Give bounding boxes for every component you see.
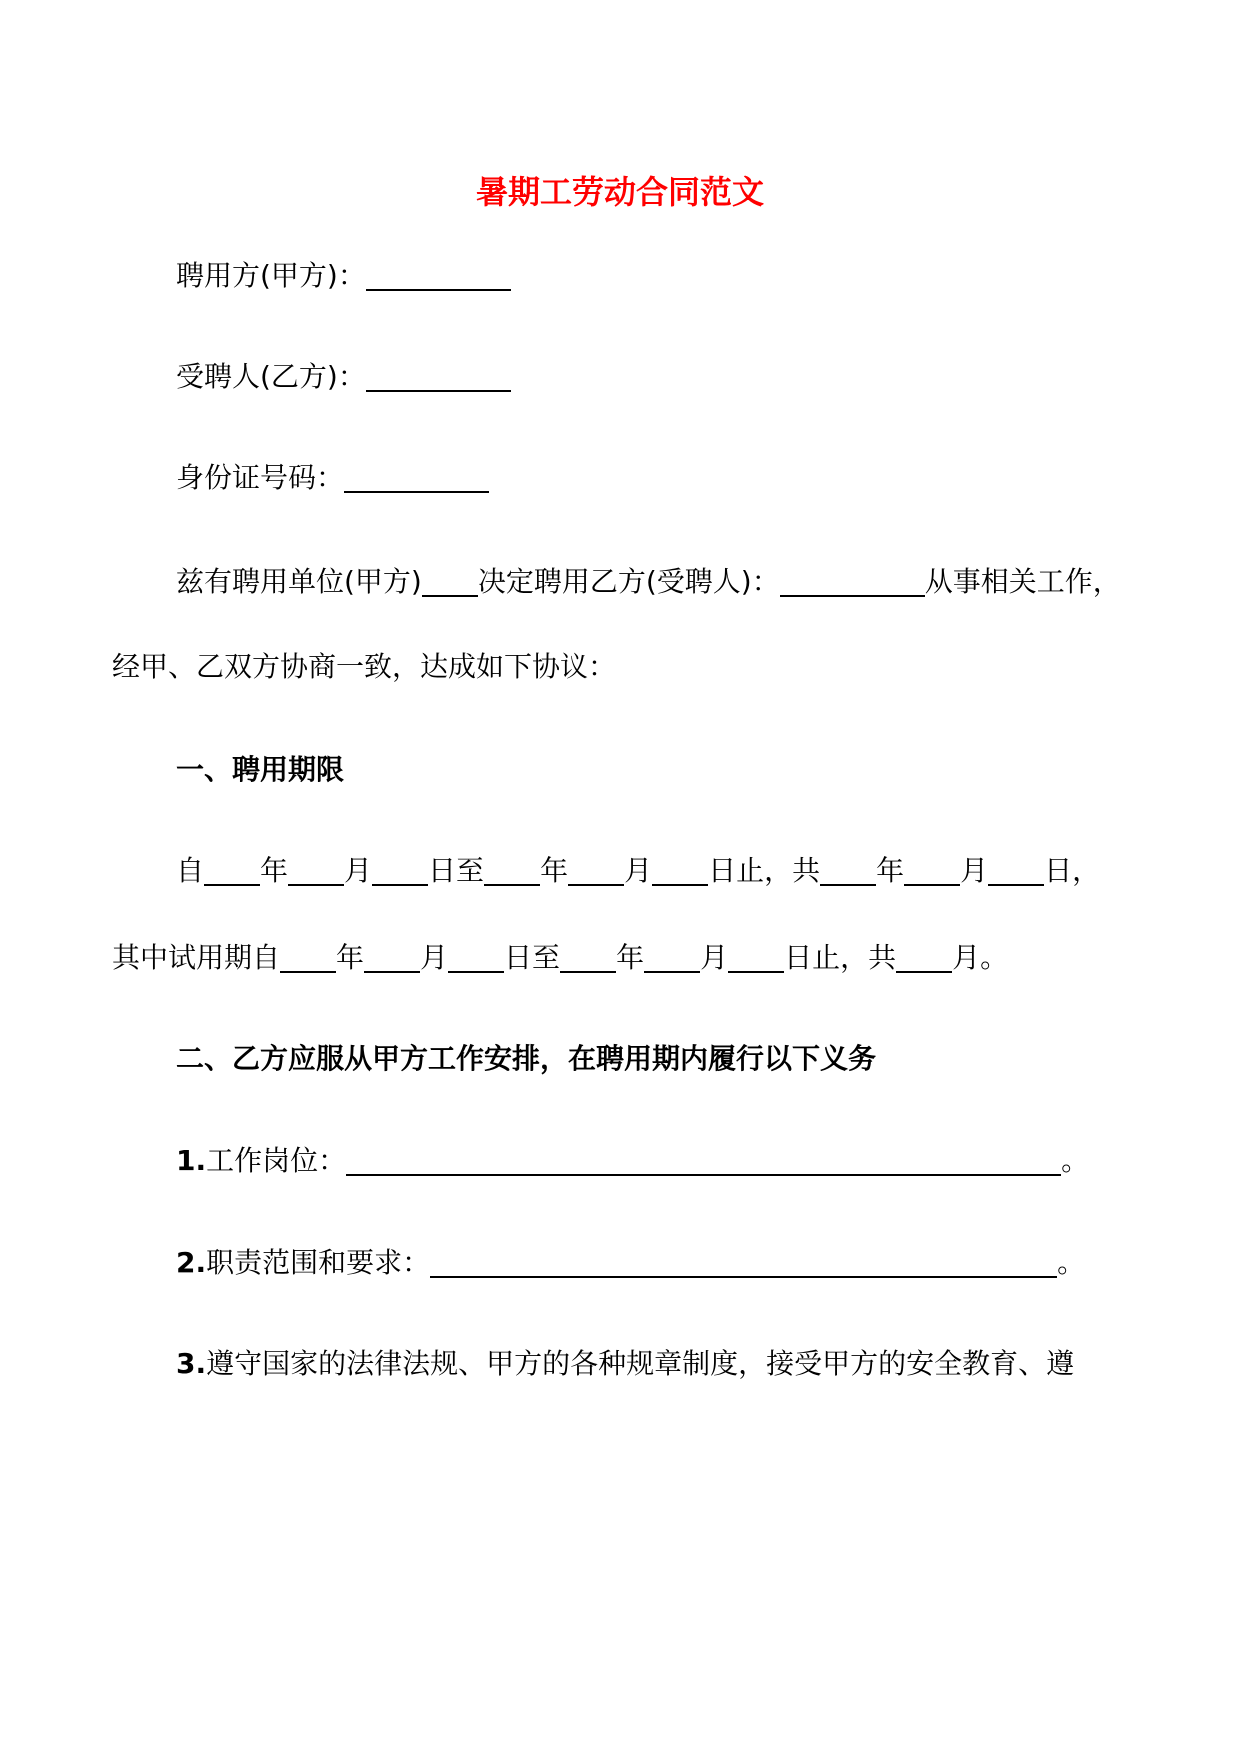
- period-day-to: 日至: [428, 854, 485, 887]
- intro-part3: 从事相关工作，: [924, 565, 1121, 598]
- intro-part1: 兹有聘用单位(甲方): [176, 565, 422, 598]
- period-month: 月: [344, 854, 373, 887]
- trial-start-year-blank: [280, 939, 336, 973]
- item-3: [176, 1344, 1074, 1384]
- period-day-comma: 日，: [1044, 854, 1101, 887]
- trial-month-2: 月: [700, 941, 729, 974]
- employee-line: [176, 357, 511, 397]
- section2-heading: 二、乙方应服从甲方工作安排，在聘用期内履行以下义务: [176, 1042, 877, 1075]
- trial-year: 年: [336, 941, 365, 974]
- period-year-3: 年: [876, 854, 905, 887]
- period-month-3: 月: [960, 854, 989, 887]
- period-day-end: 日止，共: [708, 854, 821, 887]
- intro-employer-blank: [422, 563, 478, 597]
- period-year: 年: [260, 854, 289, 887]
- intro-part2: 决定聘用乙方(受聘人)：: [477, 565, 780, 598]
- item-2-blank: [430, 1244, 1057, 1278]
- id-number-line: [176, 458, 489, 498]
- trial-year-2: 年: [616, 941, 645, 974]
- period-from: 自: [176, 854, 205, 887]
- trial-prefix: 其中试用期自: [112, 941, 281, 974]
- end-year-blank: [484, 852, 540, 886]
- start-day-blank: [372, 852, 428, 886]
- employer-blank: [366, 257, 511, 291]
- item-2-end: 。: [1057, 1246, 1086, 1279]
- id-number-blank: [344, 459, 489, 493]
- trial-start-month-blank: [364, 939, 420, 973]
- total-month-blank: [904, 852, 960, 886]
- trial-start-day-blank: [448, 939, 504, 973]
- trial-month: 月: [420, 941, 449, 974]
- start-year-blank: [204, 852, 260, 886]
- item-2: [176, 1243, 1085, 1283]
- employer-label: 聘用方(甲方)：: [176, 259, 366, 292]
- item-1-number: 1.: [176, 1144, 207, 1177]
- period-month-2: 月: [624, 854, 653, 887]
- item-1: [176, 1141, 1089, 1181]
- start-month-blank: [288, 852, 344, 886]
- trial-total-month-blank: [896, 939, 952, 973]
- item-2-number: 2.: [176, 1246, 207, 1279]
- id-number-label: 身份证号码：: [176, 461, 345, 494]
- employee-label: 受聘人(乙方)：: [176, 360, 366, 393]
- end-day-blank: [652, 852, 708, 886]
- total-day-blank: [988, 852, 1044, 886]
- intro-line-1: [176, 562, 1121, 602]
- total-year-blank: [820, 852, 876, 886]
- trial-day-to: 日至: [504, 941, 561, 974]
- item-1-end: 。: [1061, 1144, 1090, 1177]
- period-line: [176, 851, 1100, 891]
- trial-day-end: 日止，共: [784, 941, 897, 974]
- item-1-text: 工作岗位：: [206, 1144, 347, 1177]
- intro-line-2: 经甲、乙双方协商一致，达成如下协议：: [112, 650, 617, 683]
- intro-employee-blank: [780, 563, 925, 597]
- section1-heading: 一、聘用期限: [176, 753, 345, 786]
- employee-blank: [366, 358, 511, 392]
- trial-end-month-blank: [644, 939, 700, 973]
- item-3-text: 遵守国家的法律法规、甲方的各种规章制度，接受甲方的安全教育、遵: [206, 1347, 1075, 1380]
- period-year-2: 年: [540, 854, 569, 887]
- trial-month-end: 月。: [952, 941, 1009, 974]
- end-month-blank: [568, 852, 624, 886]
- document-title: 暑期工劳动合同范文: [475, 173, 764, 211]
- item-1-blank: [346, 1142, 1061, 1176]
- trial-end-day-blank: [728, 939, 784, 973]
- trial-end-year-blank: [560, 939, 616, 973]
- item-2-text: 职责范围和要求：: [206, 1246, 431, 1279]
- item-3-number: 3.: [176, 1347, 207, 1380]
- trial-line: [112, 938, 1008, 978]
- employer-line: [176, 256, 511, 296]
